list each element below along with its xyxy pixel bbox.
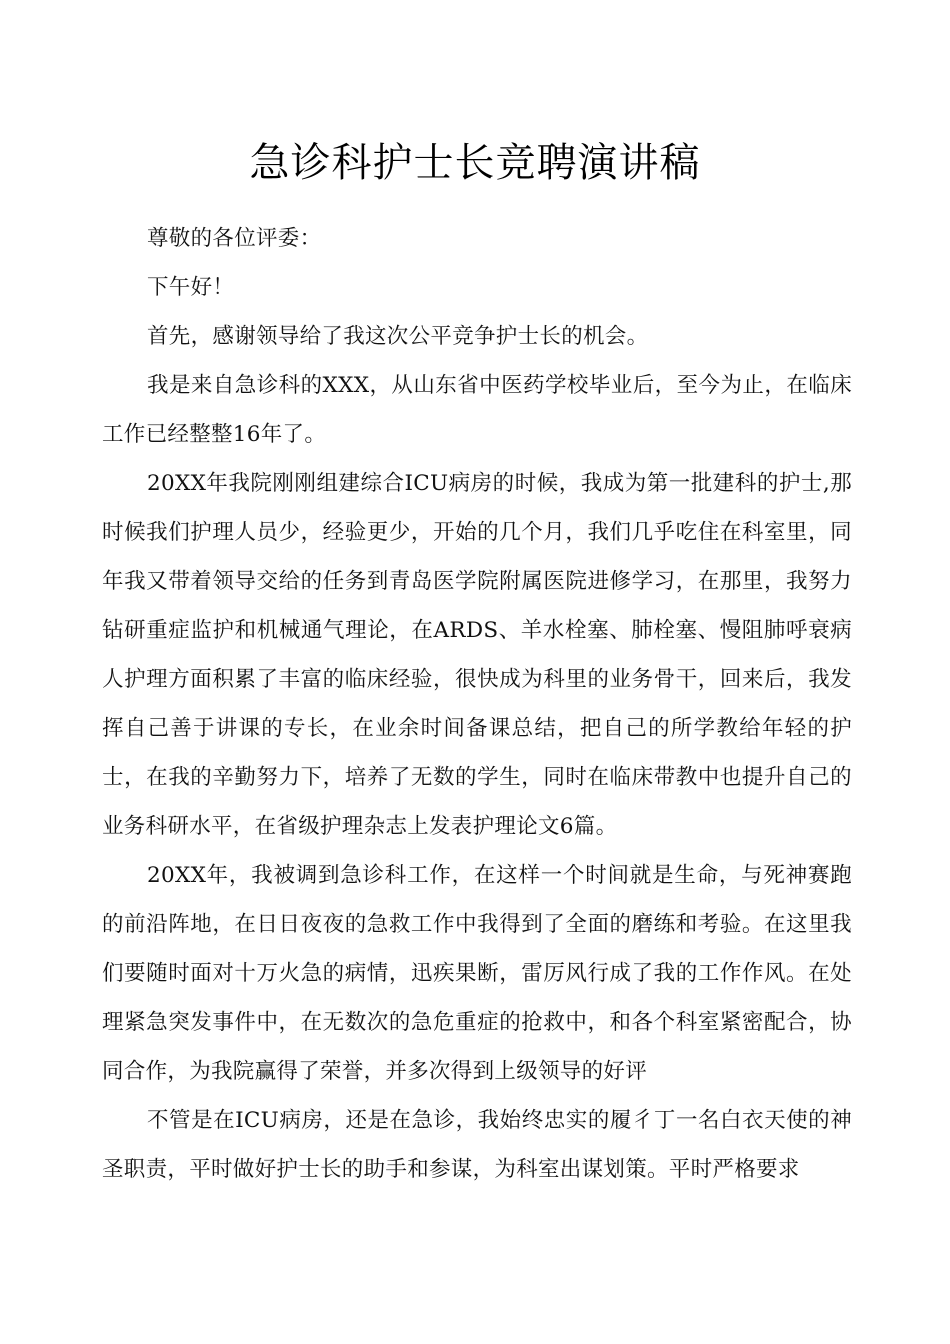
salutation-paragraph: 下午好！ <box>147 275 235 300</box>
greeting-paragraph: 尊敬的各位评委： <box>147 226 322 251</box>
opening-paragraph: 首先，感谢领导给了我这次公平竞争护士长的机会。 <box>147 324 649 349</box>
icu-experience-paragraph: 20XX年我院刚刚组建综合ICU病房的时候，我成为第一批建科的护士,那时候我们护理人员少，经验更少，开始的几个月，我们几乎吃住在科室里，同年我又带着领导交给的任务到青岛医学院附属医院进修学习，在那里，我努力钻研重症监护和机械通气理论，在ARDS、羊水栓塞、肺栓塞、慢阻肺呼衰病人护理方面积累了丰富的临床经验，很快成为科里的业务骨干，回来后，我发挥自己善于讲课的专长，在业余时间备课总结，把自己的所学教给年轻的护士，在我的辛勤努力下，培养了无数的学生，同时在临床带教中也提升自己的业务科研水平，在省级护理杂志上发表护理论文6篇。 <box>102 471 852 839</box>
emergency-experience-paragraph: 20XX年，我被调到急诊科工作，在这样一个时间就是生命，与死神赛跑的前沿阵地，在日日夜夜的急救工作中我得到了全面的磨练和考验。在这里我们要随时面对十万火急的病情，迅疾果断，雷厉风行成了我的工作作风。在处理紧急突发事件中，在无数次的急危重症的抢救中，和各个科室紧密配合，协同合作，为我院赢得了荣誉，并多次得到上级领导的好评 <box>102 863 852 1084</box>
introduction-paragraph: 我是来自急诊科的XXX，从山东省中医药学校毕业后，至今为止，在临床工作已经整整16年了。 <box>102 373 852 447</box>
document-body <box>102 214 852 1194</box>
document-title: 急诊科护士长竞聘演讲稿 <box>249 139 701 186</box>
duty-paragraph: 不管是在ICU病房，还是在急诊，我始终忠实的履彳丁一名白衣天使的神圣职责，平时做好护士长的助手和参谋，为科室出谋划策。平时严格要求 <box>102 1108 852 1182</box>
